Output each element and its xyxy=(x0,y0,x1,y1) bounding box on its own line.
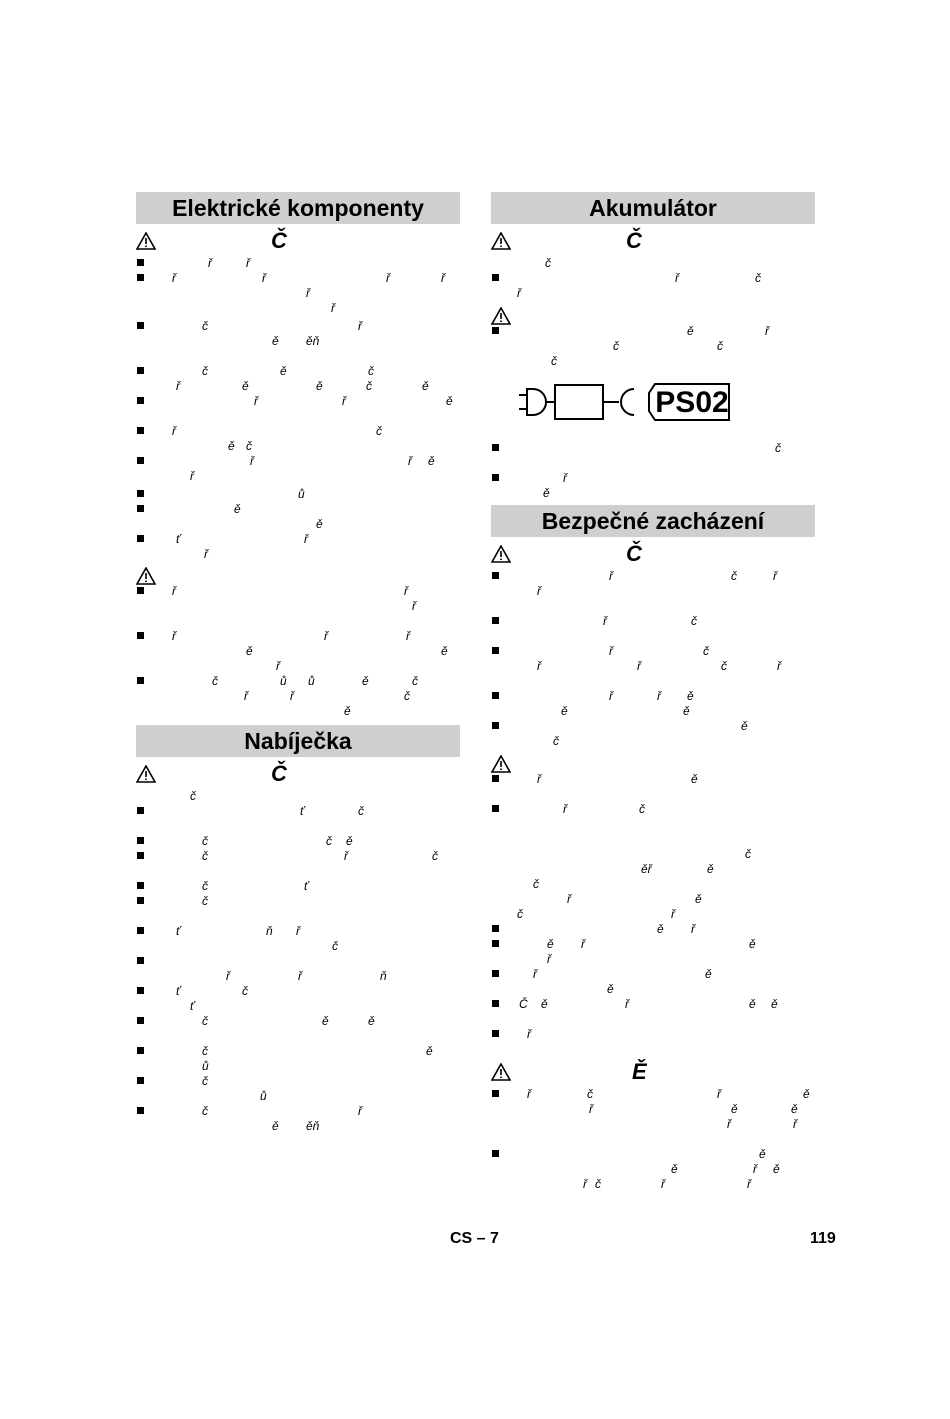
warning-triangle-icon xyxy=(136,765,156,783)
list-item: č ě č ř ě ě č ě xyxy=(136,364,460,394)
warning-heading xyxy=(491,226,815,256)
list-item: ě ř č č č xyxy=(491,324,815,369)
text-line: č xyxy=(190,789,196,803)
list-item: ř č č ěř ě č ř ě č ř xyxy=(491,802,815,922)
warning-label: Č xyxy=(626,541,642,566)
list-item: ř ř ř ř ř ř xyxy=(136,271,460,316)
warning-label: Č xyxy=(626,228,642,253)
list-item: č ř ě ěň xyxy=(136,319,460,349)
section-title-electrical: Elektrické komponenty xyxy=(136,192,460,224)
plug-adapter-diagram xyxy=(491,369,815,441)
list-item: č ů ů ě č ř ř č ě xyxy=(136,674,460,719)
list-item: ř ř ř xyxy=(136,584,460,614)
list-item: ť č ť xyxy=(136,984,460,1014)
list-item: ř č ě č xyxy=(136,424,460,454)
list-item: č ť xyxy=(136,879,460,894)
warning-triangle-icon xyxy=(491,307,511,325)
list-item: ť ň ř č xyxy=(136,924,460,954)
list-item: ť č xyxy=(136,804,460,819)
list-item: ř č ř ě ř ě ě ř ř xyxy=(491,1087,815,1132)
right-column xyxy=(491,192,815,1192)
list-item: ř xyxy=(491,1027,815,1042)
list-item: ř ř xyxy=(136,256,460,271)
list-item: Č ě ř ě ě xyxy=(491,997,815,1012)
warning-label: Č xyxy=(271,228,287,253)
note-heading xyxy=(491,752,815,772)
list-item: ě č xyxy=(491,719,815,749)
warning-label: Ě xyxy=(632,1059,647,1084)
list-item: ř ě ě xyxy=(491,967,815,997)
list-item: č ů xyxy=(136,1074,460,1104)
section-footer: CS – 7 xyxy=(450,1230,499,1247)
warning-triangle-icon xyxy=(136,567,156,585)
left-column xyxy=(136,192,460,1134)
list-item: č ě ů xyxy=(136,1044,460,1074)
warning-heading xyxy=(491,1057,815,1087)
section-title-battery: Akumulátor xyxy=(491,192,815,224)
list-item: ř ř ě xyxy=(136,394,460,409)
section-title-safe-handling: Bezpečné zacházení xyxy=(491,505,815,537)
list-item: ř ř ň xyxy=(136,954,460,984)
list-item: ř ř ě ě ě xyxy=(491,689,815,719)
warning-triangle-icon xyxy=(491,1063,511,1081)
list-item: č ř č xyxy=(136,849,460,864)
list-item: ř č xyxy=(491,614,815,629)
list-item: č ě ě xyxy=(136,1014,460,1029)
list-item: ě ř ě ř xyxy=(491,937,815,967)
warning-label: Č xyxy=(271,761,287,786)
list-item: ř č ř ř č ř xyxy=(491,644,815,674)
list-item: ť ř ř xyxy=(136,532,460,562)
list-item: ř č ř xyxy=(491,271,815,301)
warning-triangle-icon xyxy=(491,755,511,773)
warning-triangle-icon xyxy=(491,545,511,563)
text-line: č xyxy=(545,256,551,270)
list-item: ě ř xyxy=(491,922,815,937)
charger-connection-figure xyxy=(491,369,815,441)
list-item: č ř ě ěň xyxy=(136,1104,460,1134)
note-heading xyxy=(136,564,460,584)
warning-heading xyxy=(136,759,460,789)
note-heading xyxy=(491,304,815,324)
warning-heading xyxy=(136,226,460,256)
list-item: č č ě xyxy=(136,834,460,849)
list-item: ů xyxy=(136,487,460,502)
warning-heading xyxy=(491,539,815,569)
list-item: ř ě xyxy=(491,772,815,787)
list-item: č xyxy=(136,894,460,909)
warning-triangle-icon xyxy=(136,232,156,250)
list-item: ě ě xyxy=(136,502,460,532)
list-item: ř ř ě ř xyxy=(136,454,460,484)
warning-triangle-icon xyxy=(491,232,511,250)
list-item: ř č ř ř xyxy=(491,569,815,599)
model-label: PS02 xyxy=(655,386,729,419)
list-item: ě ě ř ě ř č ř ř xyxy=(491,1147,815,1192)
page-number: 119 xyxy=(810,1230,836,1247)
section-title-charger: Nabíječka xyxy=(136,725,460,757)
list-item: č xyxy=(491,441,815,456)
list-item: ř ě xyxy=(491,471,815,501)
list-item: ř ř ř ě ě ř xyxy=(136,629,460,674)
